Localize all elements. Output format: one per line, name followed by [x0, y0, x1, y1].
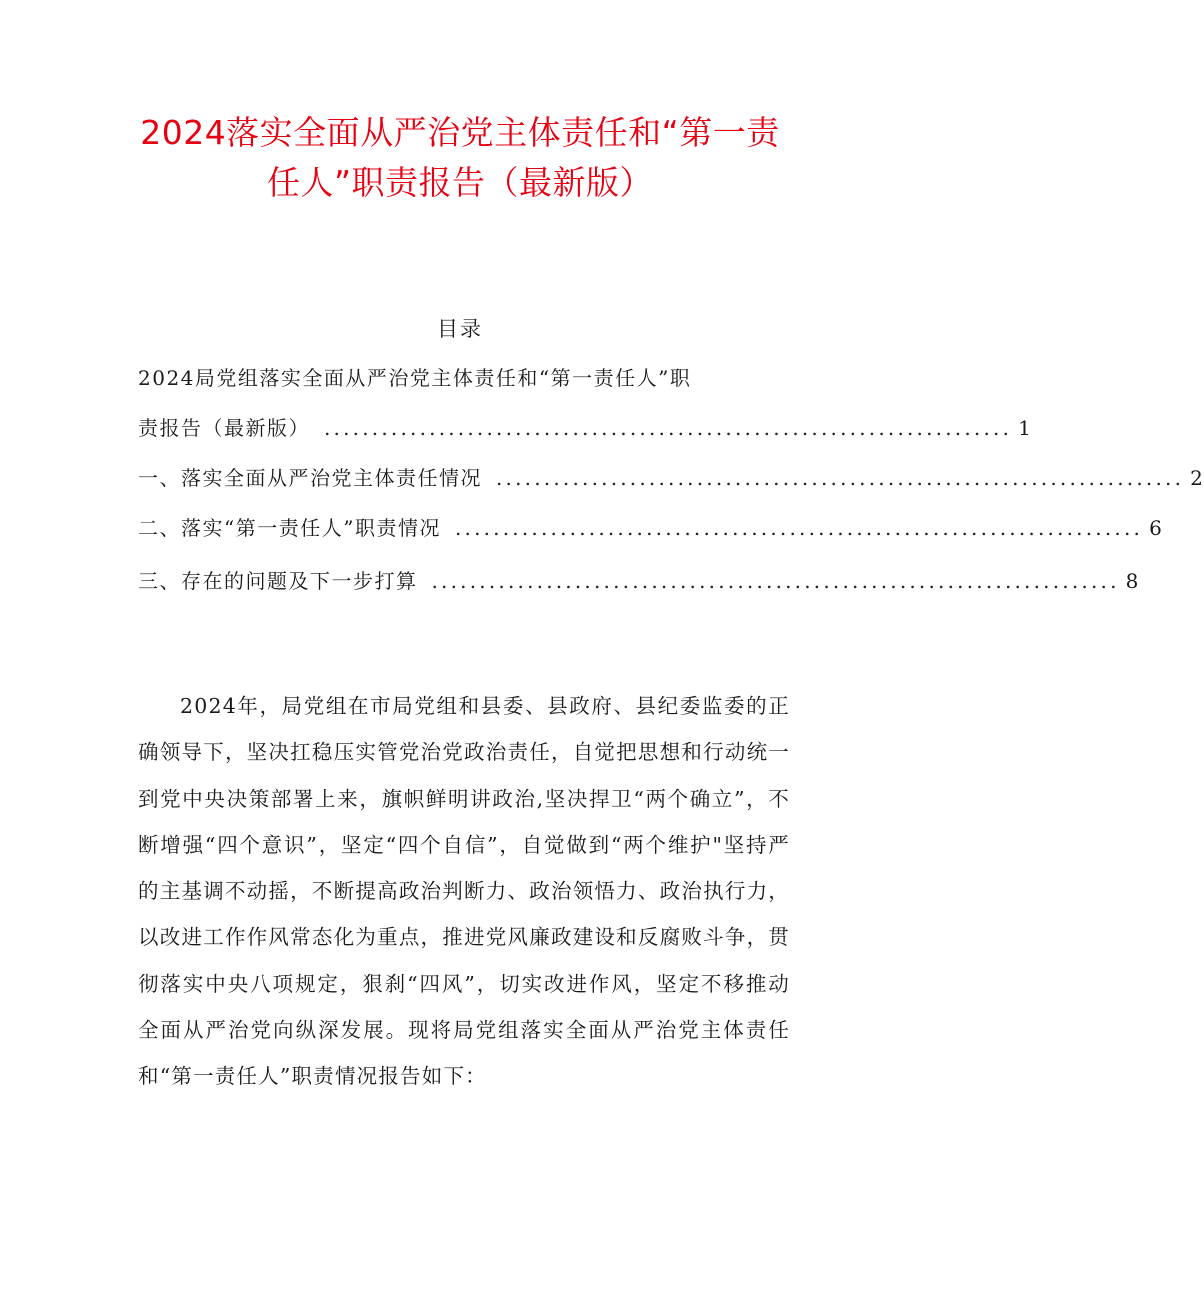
title-line-2: 任人”职责报告（最新版）: [266, 163, 654, 202]
toc-leader-dots: ........................................................................: [431, 569, 1120, 593]
toc-leader-dots: ........................................................................: [496, 466, 1185, 490]
toc-entry-2-label: 一、落实全面从严治党主体责任情况: [138, 466, 482, 490]
toc-page-number: 1: [1018, 416, 1033, 440]
toc-entry-3[interactable]: [138, 512, 1164, 541]
toc-page-number: 2: [1190, 466, 1204, 490]
toc-entry-1-line-1[interactable]: 2024局党组落实全面从严治党主体责任和“第一责任人”职: [138, 366, 692, 390]
toc-leader-dots: ........................................................................: [324, 416, 1013, 440]
toc-entry-4[interactable]: [138, 565, 1140, 594]
toc-heading: 目录: [437, 317, 483, 341]
toc-page-number: 8: [1125, 569, 1140, 593]
toc-leader-dots: ........................................................................: [454, 516, 1144, 540]
toc-entry-1[interactable]: [138, 412, 1033, 441]
toc-entry-3-label: 二、落实“第一责任人”职责情况: [138, 516, 441, 540]
document-title: [100, 108, 820, 208]
title-line-1: 2024落实全面从严治党主体责任和“第一责: [140, 113, 780, 152]
toc-entry-4-label: 三、存在的问题及下一步打算: [138, 569, 418, 593]
body-paragraph: 2024年，局党组在市局党组和县委、县政府、县纪委监委的正确领导下，坚决扛稳压实管党治党政治责任，自觉把思想和行动统一到党中央决策部署上来，旗帜鲜明讲政治,坚决捍卫“两个确立”，不断增强“四个意识”，坚定“四个自信”，自觉做到“两个维护"坚持严的主基调不动摇，不断提高政治判断力、政治领悟力、政治执行力，以改进工作作风常态化为重点，推进党风廉政建设和反腐败斗争，贯彻落实中央八项规定，狠刹“四风”，切实改进作风，坚定不移推动全面从严治党向纵深发展。现将局党组落实全面从严治党主体责任和“第一责任人”职责情况报告如下：: [138, 694, 790, 1089]
toc-entry-2[interactable]: [138, 462, 1204, 491]
toc-entry-1-label: 责报告（最新版）: [138, 416, 310, 440]
toc-page-number: 6: [1149, 516, 1164, 540]
